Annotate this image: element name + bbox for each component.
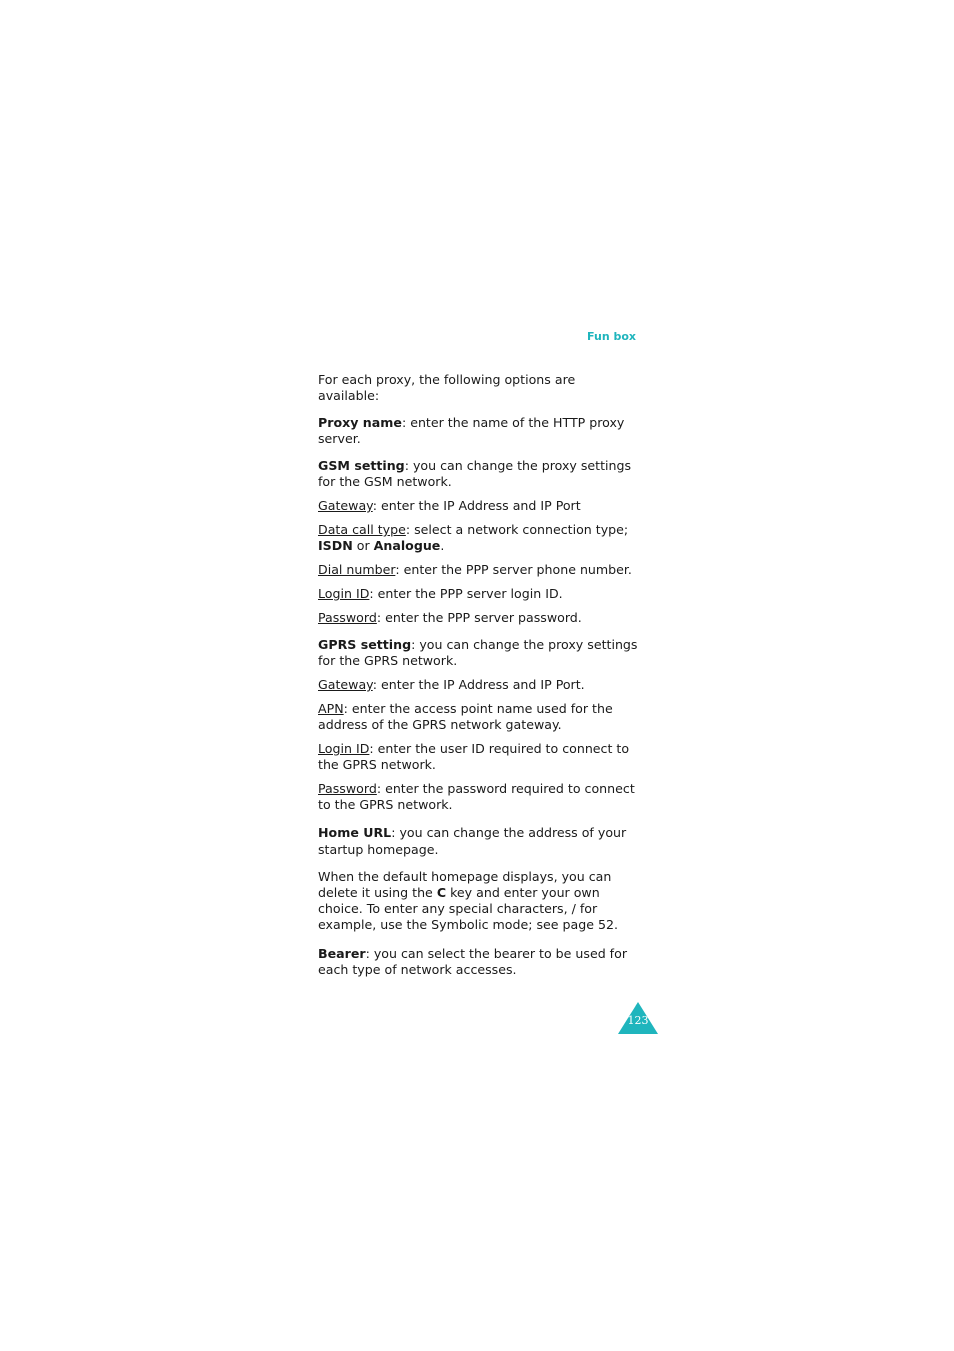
data-call-type-item (318, 522, 638, 554)
bearer-item (318, 946, 638, 978)
homepage-note (318, 869, 638, 933)
gprs-setting-desc: : you can change the proxy settings for the GPRS network. (318, 637, 638, 668)
gsm-gateway-desc: : enter the IP Address and IP Port (372, 498, 581, 513)
manual-content (318, 372, 638, 978)
apn-desc: : enter the access point name used for the address of the GPRS network gateway. (318, 701, 613, 732)
proxy-name-item (318, 415, 638, 447)
gsm-login-id-term: Login ID (318, 586, 370, 601)
gprs-login-id-desc: : enter the user ID required to connect to the GPRS network. (318, 741, 630, 772)
data-call-type-term: Data call type (318, 522, 406, 537)
data-call-end: . (440, 538, 445, 553)
gprs-setting-item (318, 637, 638, 669)
gprs-password-item (318, 781, 638, 813)
section-header: Fun box (587, 330, 636, 343)
home-url-item (318, 824, 638, 858)
dial-number-item (318, 562, 638, 578)
intro-text: For each proxy, the following options are available: (318, 372, 576, 403)
gsm-gateway-item (318, 498, 638, 514)
gprs-setting-term: GPRS setting (318, 637, 412, 652)
gprs-gateway-term: Gateway (318, 677, 373, 692)
gsm-login-id-item (318, 586, 638, 602)
data-call-type-desc: : select a network connection type; (405, 522, 629, 537)
isdn-option: ISDN (318, 538, 353, 553)
gprs-gateway-desc: : enter the IP Address and IP Port. (372, 677, 585, 692)
bearer-desc: : you can select the bearer to be used for each type of network accesses. (318, 946, 628, 977)
homepage-note-after: key and enter your own choice. To enter any special characters, / for example, use the Symbolic mode; see page 52. (318, 885, 619, 932)
gprs-gateway-item (318, 677, 638, 693)
proxy-name-desc: : enter the name of the HTTP proxy server. (318, 415, 625, 446)
apn-term: APN (318, 701, 344, 716)
dial-number-desc: : enter the PPP server phone number. (395, 562, 632, 577)
gsm-setting-term: GSM setting (318, 458, 405, 473)
or-text: or (352, 538, 374, 553)
apn-item (318, 701, 638, 733)
gsm-password-item (318, 610, 638, 626)
gsm-password-desc: : enter the PPP server password. (376, 610, 582, 625)
homepage-note-before: When the default homepage displays, you can delete it using the (318, 869, 612, 900)
gsm-setting-item (318, 458, 638, 490)
gprs-login-id-item (318, 741, 638, 773)
analogue-option: Analogue (373, 538, 441, 553)
gsm-password-term: Password (318, 610, 377, 625)
gprs-password-term: Password (318, 781, 377, 796)
dial-number-term: Dial number (318, 562, 396, 577)
page-number: 123 (627, 1014, 649, 1027)
page-number-badge (618, 1002, 658, 1034)
gprs-password-desc: : enter the password required to connect to the GPRS network. (318, 781, 635, 812)
gsm-login-id-desc: : enter the PPP server login ID. (369, 586, 563, 601)
gsm-gateway-term: Gateway (318, 498, 373, 513)
gsm-setting-desc: : you can change the proxy settings for the GSM network. (318, 458, 632, 489)
proxy-name-term: Proxy name (318, 415, 402, 430)
home-url-term: Home URL (318, 825, 392, 840)
home-url-desc: : you can change the address of your startup homepage. (318, 825, 627, 857)
bearer-term: Bearer (318, 946, 366, 961)
gprs-login-id-term: Login ID (318, 741, 370, 756)
c-key-label: C (436, 885, 447, 900)
